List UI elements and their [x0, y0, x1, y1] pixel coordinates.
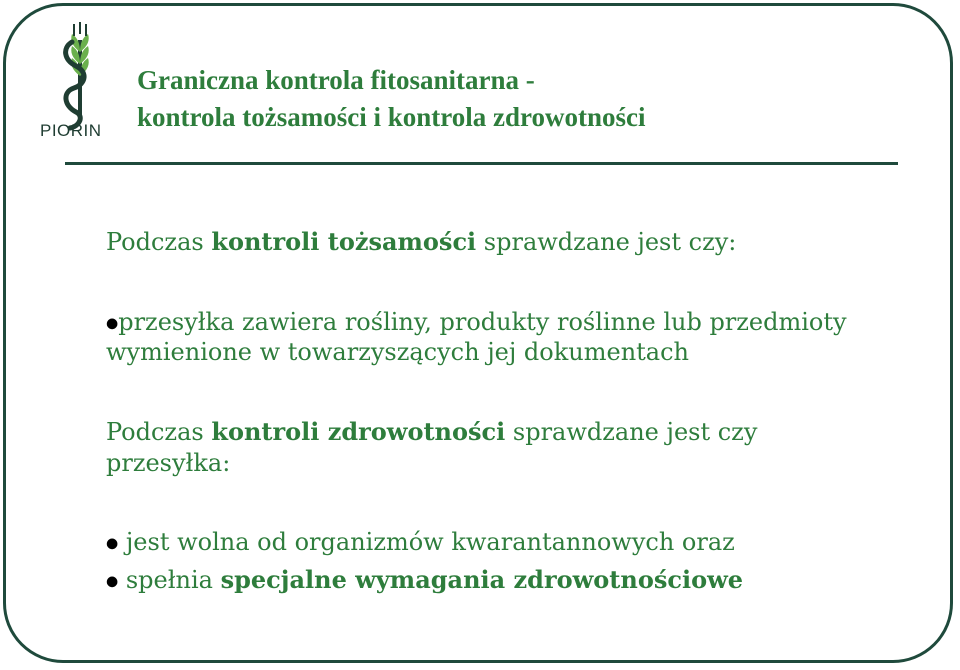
health-bullet-2: ● spełnia specjalne wymagania zdrowotnościowe — [106, 565, 744, 594]
identity-intro: Podczas kontroli tożsamości sprawdzane jest czy: — [106, 227, 737, 256]
title-line-1: Graniczna kontrola fitosanitarna - — [137, 65, 535, 95]
identity-bullet: ●przesyłka zawiera rośliny, produkty roślinne lub przedmioty — [106, 308, 847, 336]
bullet-icon: ● — [106, 535, 119, 552]
health-bullet-1: ● jest wolna od organizmów kwarantannowych oraz — [106, 528, 735, 556]
title-line-2: kontrola tożsamości i kontrola zdrowotności — [137, 102, 646, 132]
title-divider — [65, 162, 898, 165]
bullet-icon: ● — [106, 315, 119, 332]
health-intro-line-2: przesyłka: — [106, 449, 231, 477]
page-title — [137, 62, 646, 136]
bullet-icon: ● — [106, 573, 119, 590]
health-intro: Podczas kontroli zdrowotności sprawdzane jest czy — [106, 417, 758, 446]
logo-text: PIORIN — [40, 121, 102, 140]
identity-bullet-continuation: wymienione w towarzyszących jej dokumentach — [106, 338, 689, 366]
